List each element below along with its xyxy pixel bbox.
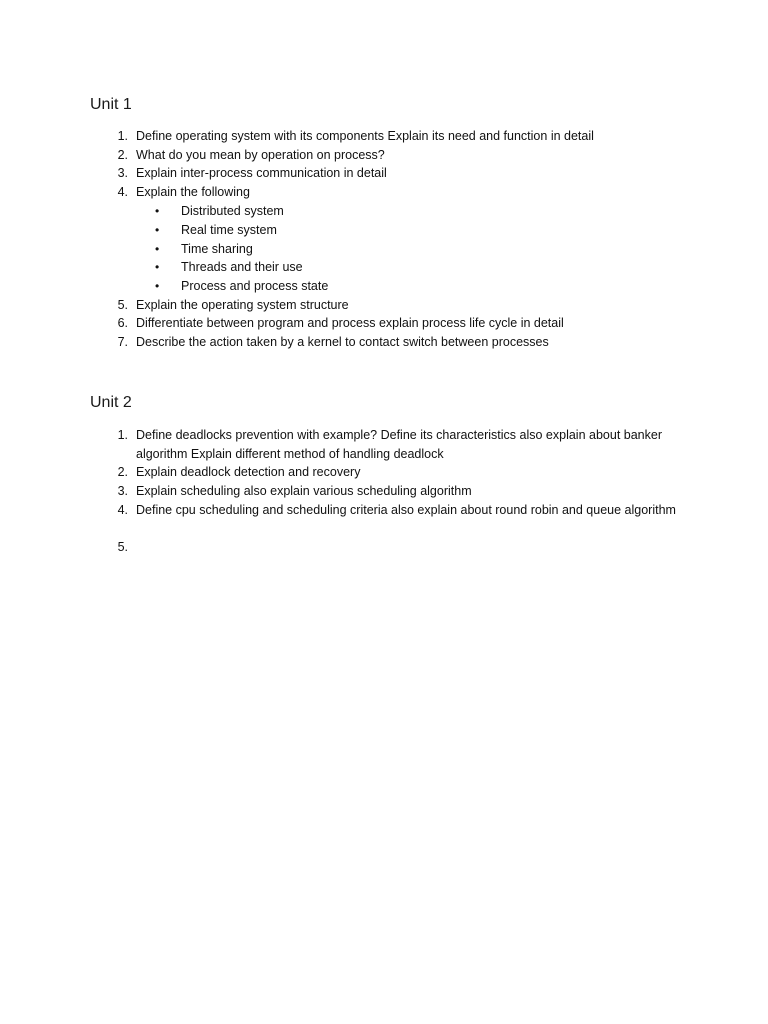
item-number: 3. <box>117 484 128 498</box>
unit-1-heading: Unit 1 <box>90 96 132 113</box>
item-text: Differentiate between program and process explain process life cycle in detail <box>136 316 564 330</box>
bullet-icon: • <box>155 242 160 256</box>
sub-item-text: Threads and their use <box>181 260 303 274</box>
item-number: 6. <box>117 316 128 330</box>
unit-2-heading: Unit 2 <box>90 394 132 411</box>
sub-item-text: Real time system <box>181 223 277 237</box>
item-number: 1. <box>117 428 128 442</box>
item-number: 2. <box>117 465 128 479</box>
item-text: What do you mean by operation on process? <box>136 148 385 162</box>
item-text: Explain inter-process communication in detail <box>136 166 387 180</box>
sub-item-text: Process and process state <box>181 279 329 293</box>
bullet-icon: • <box>155 204 160 218</box>
sub-item-text: Distributed system <box>181 204 284 218</box>
bullet-icon: • <box>155 223 160 237</box>
item-text: Explain deadlock detection and recovery <box>136 465 361 479</box>
item-text: Explain scheduling also explain various scheduling algorithm <box>136 484 472 498</box>
sub-item-text: Time sharing <box>181 242 253 256</box>
item-text: Define operating system with its components Explain its need and function in detail <box>136 129 594 143</box>
item-text: Explain the operating system structure <box>136 298 349 312</box>
item-text: Explain the following <box>136 185 250 199</box>
item-number: 5. <box>117 540 128 554</box>
item-number: 7. <box>117 335 128 349</box>
item-number: 5. <box>117 298 128 312</box>
item-number: 3. <box>117 166 128 180</box>
item-number: 1. <box>117 129 128 143</box>
item-text: Define deadlocks prevention with example? Define its characteristics also explain about banker algorithm Explain different method of handling deadlock <box>136 428 662 461</box>
item-text: Describe the action taken by a kernel to contact switch between processes <box>136 335 549 349</box>
item-number: 2. <box>117 148 128 162</box>
item-number: 4. <box>117 185 128 199</box>
item-number: 4. <box>117 503 128 517</box>
bullet-icon: • <box>155 279 160 293</box>
bullet-icon: • <box>155 260 160 274</box>
item-text: Define cpu scheduling and scheduling criteria also explain about round robin and queue algorithm <box>136 503 676 517</box>
